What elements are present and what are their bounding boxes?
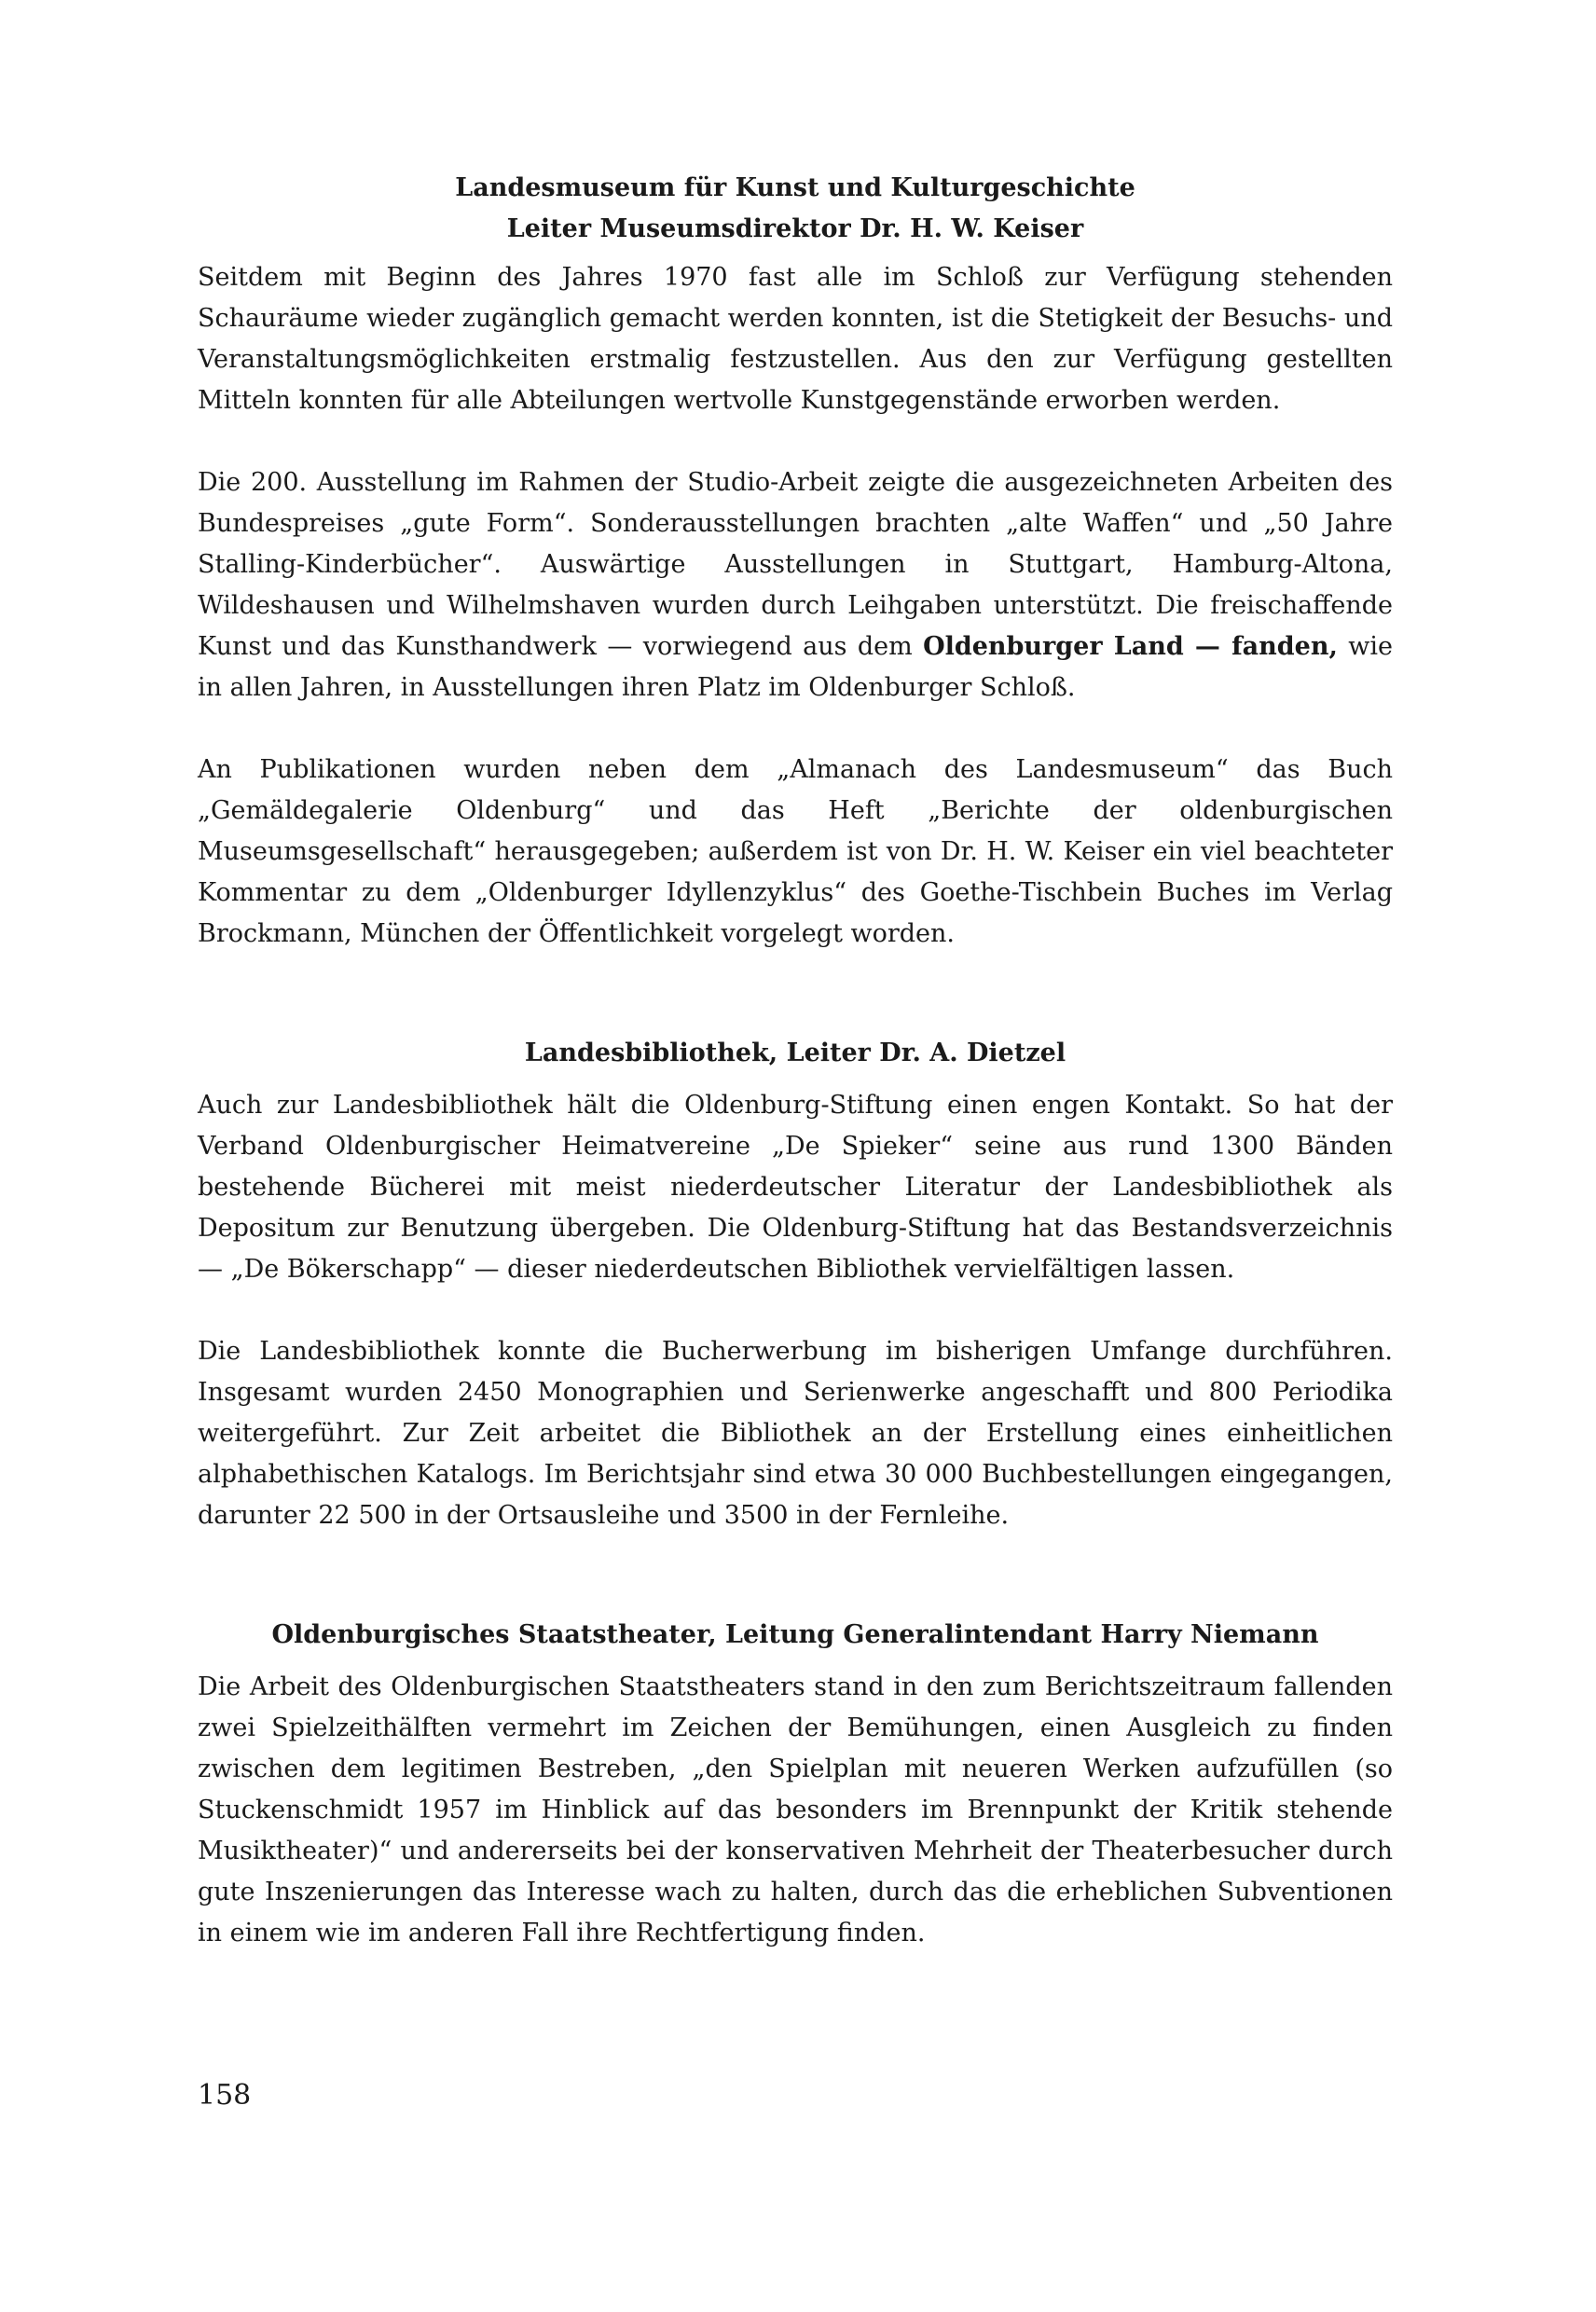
museum-paragraph-3: An Publikationen wurden neben dem „Almanach des Landesmuseum“ das Buch „Gemäldegalerie Oldenburg“ und das Heft „Berichte der oldenburgischen Museumsgesellschaft“ herausgegeben; außerdem ist von Dr. H. W. Keiser ein viel beachteter Kommentar zu dem „Oldenburger Idyllenzyklus“ des Goethe-Tischbein Buches im Verlag Brockmann, München der Öffentlichkeit vorgelegt worden.: [198, 755, 1393, 948]
page-number: 158: [198, 2079, 252, 2112]
library-paragraph-1: Auch zur Landesbibliothek hält die Oldenburg-Stiftung einen engen Kontakt. So hat der Verband Oldenburgischer Heimatvereine „De Spieker“ seine aus rund 1300 Bänden bestehende Bücherei mit meist niederdeutscher Literatur der Landesbibliothek als Depositum zur Benutzung übergeben. Die Oldenburg-Stiftung hat das Bestandsverzeichnis — „De Bökerschapp“ — dieser niederdeutschen Bibliothek vervielfältigen lassen.: [198, 1091, 1393, 1284]
document-page: [198, 168, 1393, 1954]
library-heading: Landesbibliothek, Leiter Dr. A. Dietzel: [524, 1039, 1066, 1067]
museum-paragraph-2-text: Die 200. Ausstellung im Rahmen der Studio-Arbeit zeigte die ausgezeichneten Arbeiten des Bundespreises „gute Form“. Sonderausstellungen brachten „alte Waffen“ und „50 Jahre Stalling-Kinderbücher“. Auswärtige Ausstellungen in Stuttgart, Hamburg-Altona, Wildeshausen und Wilhelmshaven wurden durch Leihgaben unterstützt. Die freischaffende Kunst und das Kunsthandwerk — vorwiegend aus dem: [198, 468, 1393, 661]
theater-heading: Oldenburgisches Staatstheater, Leitung Generalintendant Harry Niemann: [271, 1620, 1319, 1649]
theater-paragraph-1: Die Arbeit des Oldenburgischen Staatstheaters stand in den zum Berichtszeitraum fallenden zwei Spielzeithälften vermehrt im Zeichen der Bemühungen, einen Ausgleich zu finden zwischen dem legitimen Bestreben, „den Spielplan mit neueren Werken aufzufüllen (so Stuckenschmidt 1957 im Hinblick auf das besonders im Brennpunkt der Kritik stehende Musiktheater)“ und andererseits bei der konservativen Mehrheit der Theaterbesucher durch gute Inszenierungen das Interesse wach zu halten, durch das die erheblichen Subventionen in einem wie im anderen Fall ihre Rechtfertigung finden.: [198, 1672, 1393, 1947]
museum-heading: Landesmuseum für Kunst und Kulturgeschichte: [455, 173, 1135, 202]
museum-director-subheading: Leiter Museumsdirektor Dr. H. W. Keiser: [506, 214, 1084, 243]
museum-paragraph-2-bold: Oldenburger Land — fanden,: [923, 632, 1338, 661]
museum-paragraph-2-tail: wie in allen Jahren, in Ausstellungen ihren Platz im Oldenburger Schloß.: [198, 632, 1393, 702]
museum-paragraph-2: [198, 462, 1393, 709]
museum-paragraph-1: Seitdem mit Beginn des Jahres 1970 fast alle im Schloß zur Verfügung stehenden Schauräume wieder zugänglich gemacht werden konnten, ist die Stetigkeit der Besuchs- und Veranstaltungsmöglichkeiten erstmalig festzustellen. Aus den zur Verfügung gestellten Mitteln konnten für alle Abteilungen wertvolle Kunstgegenstände erworben werden.: [198, 263, 1393, 415]
library-paragraph-2: Die Landesbibliothek konnte die Bucherwerbung im bisherigen Umfange durchführen. Insgesamt wurden 2450 Monographien und Serienwerke angeschafft und 800 Periodika weitergeführt. Zur Zeit arbeitet die Bibliothek an der Erstellung eines einheitlichen alphabethischen Katalogs. Im Berichtsjahr sind etwa 30 000 Buchbestellungen eingegangen, darunter 22 500 in der Ortsausleihe und 3500 in der Fernleihe.: [198, 1337, 1393, 1530]
